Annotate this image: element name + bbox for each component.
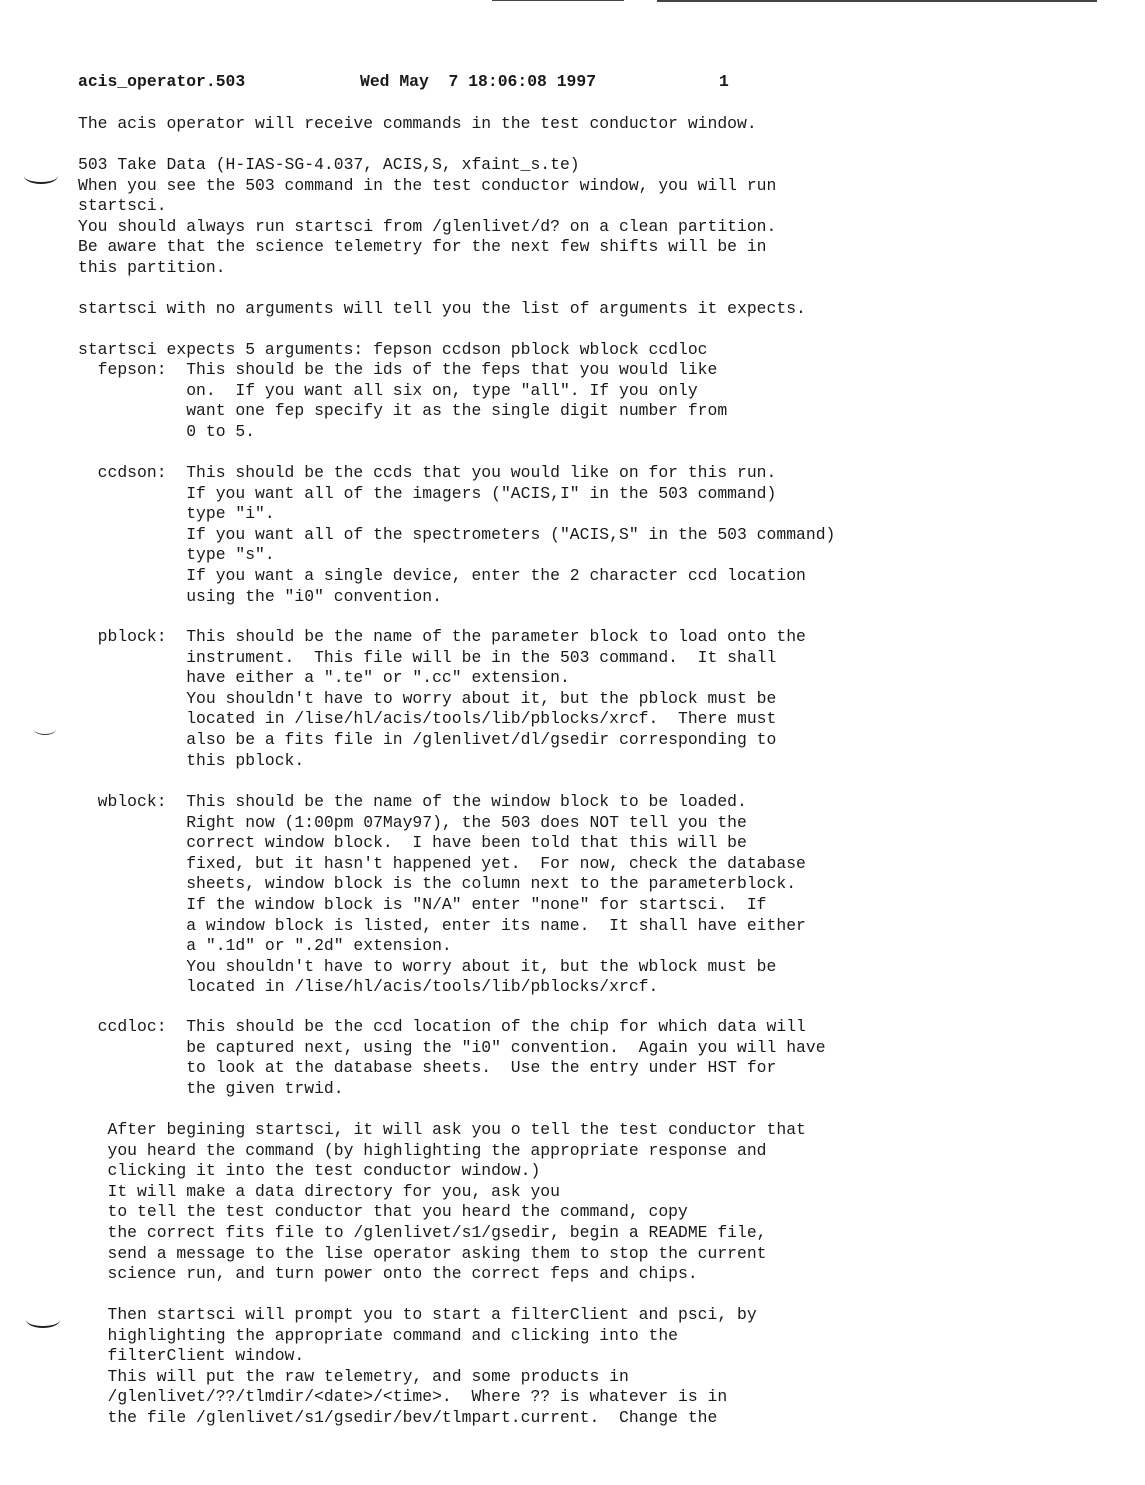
arguments-intro-line: startsci expects 5 arguments: fepson ccdson pblock wblock ccdloc (78, 340, 708, 359)
intro-line: The acis operator will receive commands in the test conductor window. (78, 114, 757, 133)
pblock-line: instrument. This file will be in the 503 command. It shall (78, 647, 777, 667)
ccdloc-line: to look at the database sheets. Use the entry under HST for (78, 1058, 777, 1078)
then-line: Then startsci will prompt you to start a filterClient and psci, by (78, 1305, 757, 1324)
then-line: /glenlivet/??/tlmdir/<date>/<time>. Where ?? is whatever is in (78, 1387, 728, 1407)
header-page-number: 1 (719, 72, 729, 91)
fepson-line: 0 to 5. (78, 421, 256, 441)
pblock-line: located in /lise/hl/acis/tools/lib/pblocks/xrcf. There must (78, 709, 777, 729)
wblock-line: wblock: This should be the name of the window block to be loaded. (78, 792, 747, 811)
wblock-line: Right now (1:00pm 07May97), the 503 does NOT tell you the (78, 812, 747, 832)
wblock-line: fixed, but it hasn't happened yet. For now, check the database (78, 853, 806, 873)
margin-mark-middle (34, 724, 56, 735)
section-503-line: 503 Take Data (H-IAS-SG-4.037, ACIS,S, xfaint_s.te) (78, 155, 580, 174)
wblock-line: If the window block is "N/A" enter "none" for startsci. If (78, 895, 767, 914)
fepson-line: want one fep specify it as the single digit number from (78, 401, 728, 421)
section-503-line: You should always run startsci from /glenlivet/d? on a clean partition. (78, 216, 777, 236)
after-line: you heard the command (by highlighting the appropriate response and (78, 1140, 767, 1160)
ccdloc-line: be captured next, using the "i0" convention. Again you will have (78, 1037, 826, 1057)
ccdson-line: If you want all of the spectrometers ("ACIS,S" in the 503 command) (78, 524, 836, 544)
pblock-line: also be a fits file in /glenlivet/dl/gsedir corresponding to (78, 730, 777, 749)
pblock-line: pblock: This should be the name of the parameter block to load onto the (78, 627, 806, 646)
wblock-line: a window block is listed, enter its name. It shall have either (78, 915, 806, 935)
ccdson-line: If you want all of the imagers ("ACIS,I" in the 503 command) (78, 483, 777, 503)
then-line: the file /glenlivet/s1/gsedir/bev/tlmpart.current. Change the (78, 1408, 718, 1427)
wblock-line: a ".1d" or ".2d" extension. (78, 936, 452, 956)
pblock-line: this pblock. (78, 750, 305, 770)
after-line: science run, and turn power onto the correct feps and chips. (78, 1264, 698, 1284)
then-line: This will put the raw telemetry, and some products in (78, 1366, 629, 1386)
wblock-line: You shouldn't have to worry about it, but the wblock must be (78, 956, 777, 976)
after-line: to tell the test conductor that you heard the command, copy (78, 1202, 688, 1222)
header-datetime: Wed May 7 18:06:08 1997 (360, 72, 597, 91)
wblock-line: sheets, window block is the column next to the parameterblock. (78, 874, 797, 894)
after-line: After begining startsci, it will ask you o tell the test conductor that (78, 1120, 806, 1139)
margin-mark-top (24, 168, 58, 184)
after-line: clicking it into the test conductor window.) (78, 1161, 541, 1181)
then-line: highlighting the appropriate command and clicking into the (78, 1325, 678, 1345)
section-503-line: Be aware that the science telemetry for the next few shifts will be in (78, 237, 767, 257)
ccdson-line: type "i". (78, 504, 275, 524)
top-scan-rule-left (492, 0, 624, 1)
then-line: filterClient window. (78, 1346, 305, 1366)
pblock-line: You shouldn't have to worry about it, but the pblock must be (78, 688, 777, 708)
ccdloc-line: the given trwid. (78, 1078, 344, 1098)
no-arguments-line: startsci with no arguments will tell you the list of arguments it expects. (78, 299, 806, 318)
section-503-line: this partition. (78, 258, 226, 277)
wblock-line: correct window block. I have been told that this will be (78, 833, 747, 853)
ccdloc-line: ccdloc: This should be the ccd location of the chip for which data will (78, 1017, 806, 1036)
wblock-line: located in /lise/hl/acis/tools/lib/pblocks/xrcf. (78, 977, 659, 997)
section-503-line: startsci. (78, 196, 167, 216)
fepson-line: on. If you want all six on, type "all". If you only (78, 380, 698, 400)
header-filename: acis_operator.503 (78, 72, 246, 91)
after-line: send a message to the lise operator asking them to stop the current (78, 1243, 767, 1263)
margin-mark-bottom (26, 1312, 60, 1328)
top-scan-rule-right (657, 0, 1097, 2)
ccdson-line: If you want a single device, enter the 2 character ccd location (78, 566, 806, 585)
pblock-line: have either a ".te" or ".cc" extension. (78, 668, 570, 688)
after-line: the correct fits file to /glenlivet/s1/gsedir, begin a README file, (78, 1223, 767, 1242)
ccdson-line: using the "i0" convention. (78, 586, 442, 606)
ccdson-line: type "s". (78, 545, 275, 565)
after-line: It will make a data directory for you, ask you (78, 1181, 560, 1201)
ccdson-line: ccdson: This should be the ccds that you would like on for this run. (78, 463, 777, 482)
section-503-line: When you see the 503 command in the test conductor window, you will run (78, 175, 777, 195)
fepson-line: fepson: This should be the ids of the feps that you would like (78, 360, 718, 379)
